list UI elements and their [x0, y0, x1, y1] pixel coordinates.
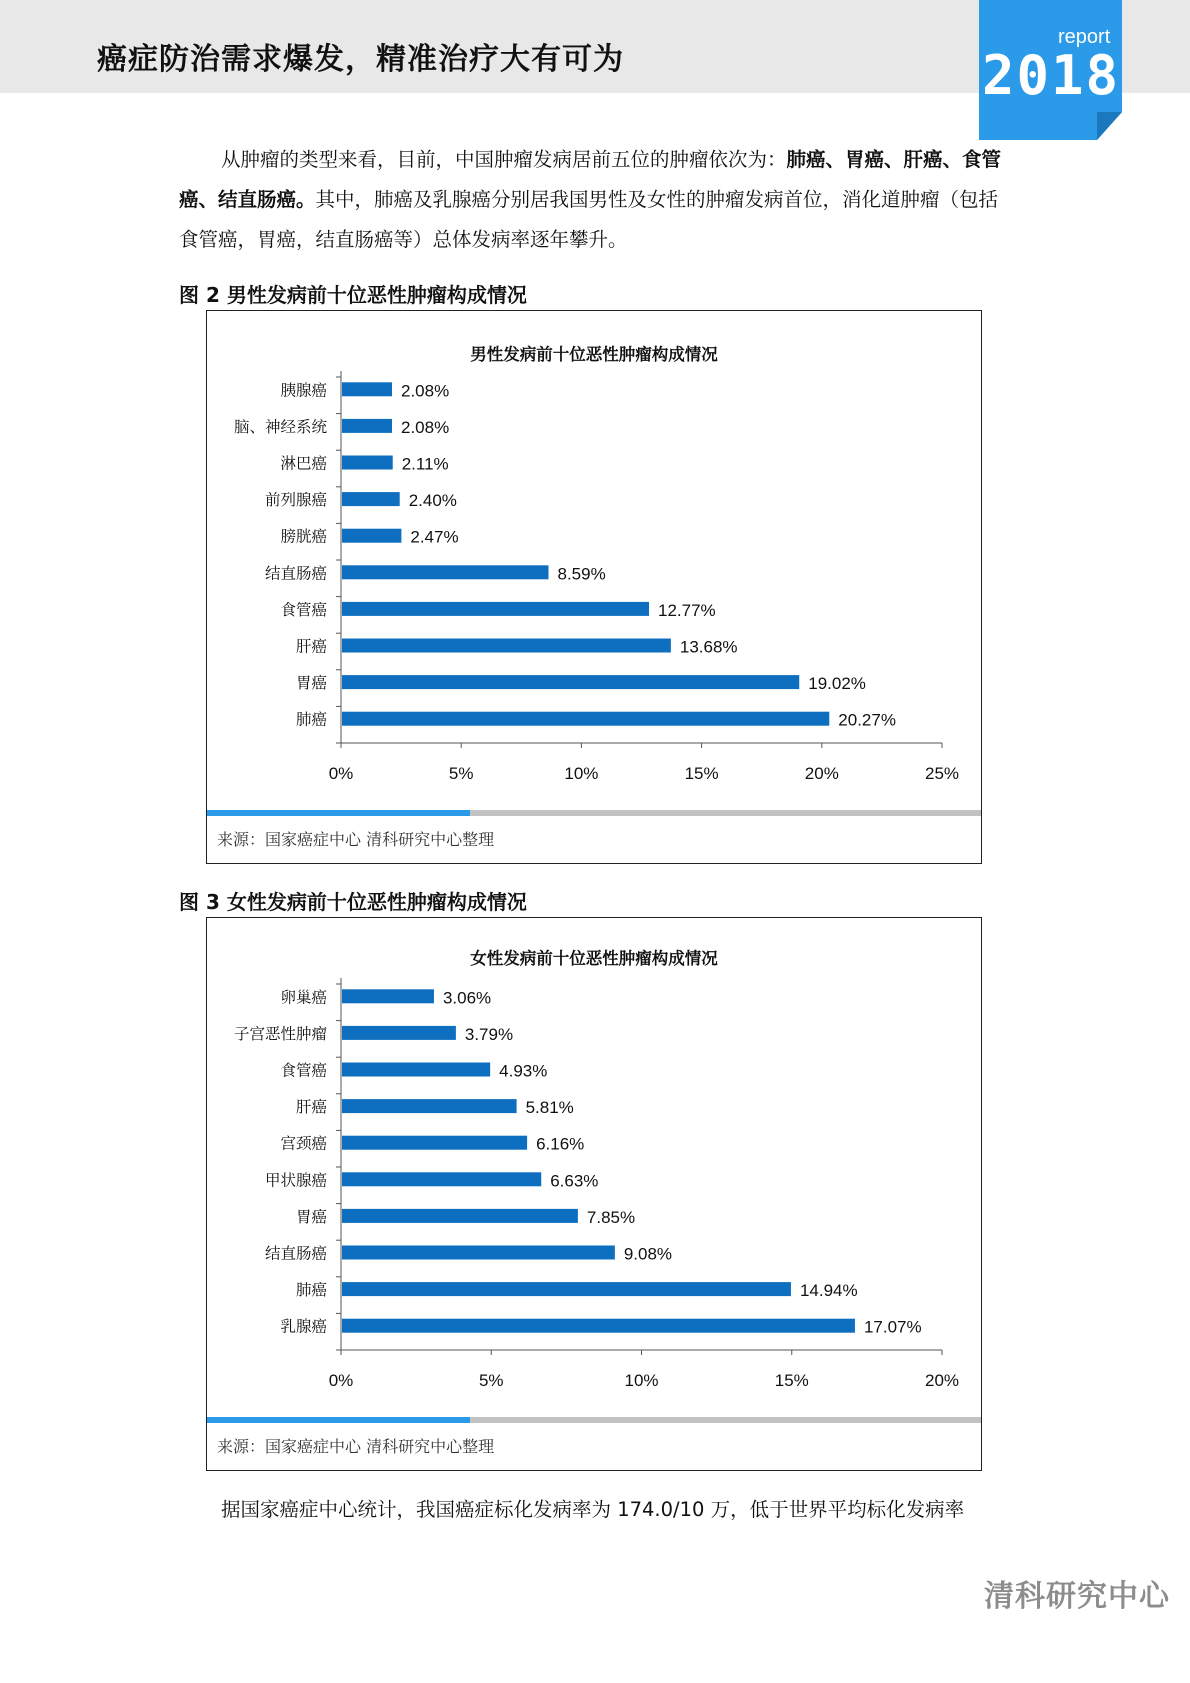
- bar: [342, 1209, 578, 1223]
- data-label: 3.79%: [464, 1024, 514, 1044]
- category-label: 结直肠癌: [264, 1244, 327, 1263]
- intro-prefix: 从肿瘤的类型来看，目前，中国肿瘤发病居前五位的肿瘤依次为：: [221, 148, 787, 171]
- category-label: 膀胱癌: [280, 527, 327, 546]
- progress-bar: [207, 1417, 981, 1423]
- bar: [342, 492, 400, 506]
- intro-paragraph: [179, 140, 1011, 260]
- chart-title: 男性发病前十位恶性肿瘤构成情况: [470, 345, 718, 364]
- data-label: 19.02%: [808, 674, 866, 694]
- category-label: 胃癌: [295, 1207, 327, 1226]
- data-label: 14.94%: [799, 1281, 858, 1301]
- female-cancer-bar-chart: [207, 918, 983, 1418]
- x-tick-label: 15%: [774, 1371, 809, 1390]
- data-label: 12.77%: [657, 600, 716, 620]
- x-tick-label: 25%: [924, 764, 960, 783]
- data-label: 6.63%: [550, 1171, 599, 1191]
- bar: [342, 1172, 541, 1186]
- category-label: 甲状腺癌: [264, 1171, 327, 1190]
- x-tick-label: 10%: [624, 1371, 659, 1390]
- category-label: 脑、神经系统: [233, 417, 327, 436]
- data-label: 2.47%: [410, 527, 459, 547]
- category-label: 胰腺癌: [280, 381, 327, 400]
- bar: [342, 1246, 615, 1260]
- data-label: 20.27%: [838, 710, 896, 730]
- data-label: 9.08%: [623, 1244, 673, 1264]
- data-label: 7.85%: [586, 1207, 636, 1227]
- figure-3-caption: 图 3 女性发病前十位恶性肿瘤构成情况: [179, 890, 527, 914]
- closing-text: 据国家癌症中心统计，我国癌症标化发病率为 174.0/10 万，低于世界平均标化发病率: [221, 1498, 965, 1521]
- figure-3-box: [206, 917, 982, 1471]
- x-tick-label: 15%: [684, 764, 719, 783]
- data-label: 6.16%: [536, 1134, 585, 1154]
- bar: [342, 529, 401, 543]
- figure-3-source: 来源：国家癌症中心 清科研究中心整理: [217, 1437, 495, 1456]
- data-label: 13.68%: [679, 637, 738, 657]
- x-tick-label: 10%: [564, 764, 599, 783]
- x-tick-label: 5%: [448, 764, 474, 783]
- data-label: 3.06%: [442, 988, 492, 1008]
- x-tick-label: 5%: [478, 1371, 504, 1390]
- category-label: 淋巴癌: [280, 454, 327, 473]
- footer-brand: 清科研究中心: [984, 1579, 1170, 1614]
- badge-year: 2018: [982, 44, 1121, 107]
- progress-fill: [207, 1417, 470, 1423]
- category-label: 肝癌: [295, 1098, 327, 1117]
- category-label: 胃癌: [295, 674, 327, 693]
- category-label: 食管癌: [280, 600, 327, 619]
- data-label: 2.08%: [401, 381, 450, 401]
- figure-2-box: [206, 310, 982, 864]
- bar: [342, 382, 392, 396]
- x-tick-label: 20%: [924, 1371, 960, 1390]
- bar: [342, 1319, 855, 1333]
- figure-2-source: 来源：国家癌症中心 清科研究中心整理: [217, 830, 495, 849]
- progress-bar: [207, 810, 981, 816]
- bar: [342, 1136, 527, 1150]
- progress-fill: [207, 810, 470, 816]
- data-label: 5.81%: [525, 1098, 574, 1118]
- bar: [342, 1026, 456, 1040]
- x-tick-label: 20%: [804, 764, 839, 783]
- page-title: 癌症防治需求爆发，精准治疗大有可为: [97, 42, 624, 77]
- x-tick-label: 0%: [328, 1371, 354, 1390]
- badge-label: report: [1058, 26, 1111, 48]
- category-label: 结直肠癌: [264, 564, 327, 583]
- category-label: 宫颈癌: [280, 1134, 327, 1153]
- category-label: 乳腺癌: [280, 1317, 327, 1336]
- bar: [342, 639, 671, 653]
- closing-paragraph: [179, 1490, 1011, 1530]
- data-label: 4.93%: [499, 1061, 548, 1081]
- category-label: 肺癌: [295, 710, 327, 729]
- male-cancer-bar-chart: [207, 311, 983, 811]
- intro-highlight: 肺癌、胃癌、肝癌、食管癌、结直肠癌。: [179, 148, 1002, 211]
- data-label: 2.08%: [401, 417, 450, 437]
- bar: [342, 675, 799, 689]
- bar: [342, 712, 829, 726]
- category-label: 前列腺癌: [264, 491, 327, 510]
- data-label: 2.40%: [408, 491, 457, 511]
- category-label: 子宫恶性肿瘤: [233, 1024, 327, 1043]
- figure-2-caption: 图 2 男性发病前十位恶性肿瘤构成情况: [179, 283, 527, 307]
- category-label: 肺癌: [295, 1281, 327, 1300]
- bar: [342, 602, 649, 616]
- bar: [342, 989, 434, 1003]
- bar: [342, 1099, 517, 1113]
- bar: [342, 456, 393, 470]
- data-label: 17.07%: [863, 1317, 922, 1337]
- category-label: 肝癌: [295, 637, 327, 656]
- data-label: 8.59%: [557, 564, 606, 584]
- bar: [342, 1282, 791, 1296]
- intro-suffix: 其中，肺癌及乳腺癌分别居我国男性及女性的肿瘤发病首位，消化道肿瘤（包括食管癌，胃癌，结直肠癌等）总体发病率逐年攀升。: [179, 188, 999, 251]
- data-label: 2.11%: [401, 454, 449, 474]
- chart-title: 女性发病前十位恶性肿瘤构成情况: [470, 949, 718, 968]
- bar: [342, 1063, 490, 1077]
- category-label: 食管癌: [280, 1061, 327, 1080]
- bar: [342, 565, 549, 579]
- bar: [342, 419, 392, 433]
- category-label: 卵巢癌: [280, 988, 327, 1007]
- x-tick-label: 0%: [328, 764, 354, 783]
